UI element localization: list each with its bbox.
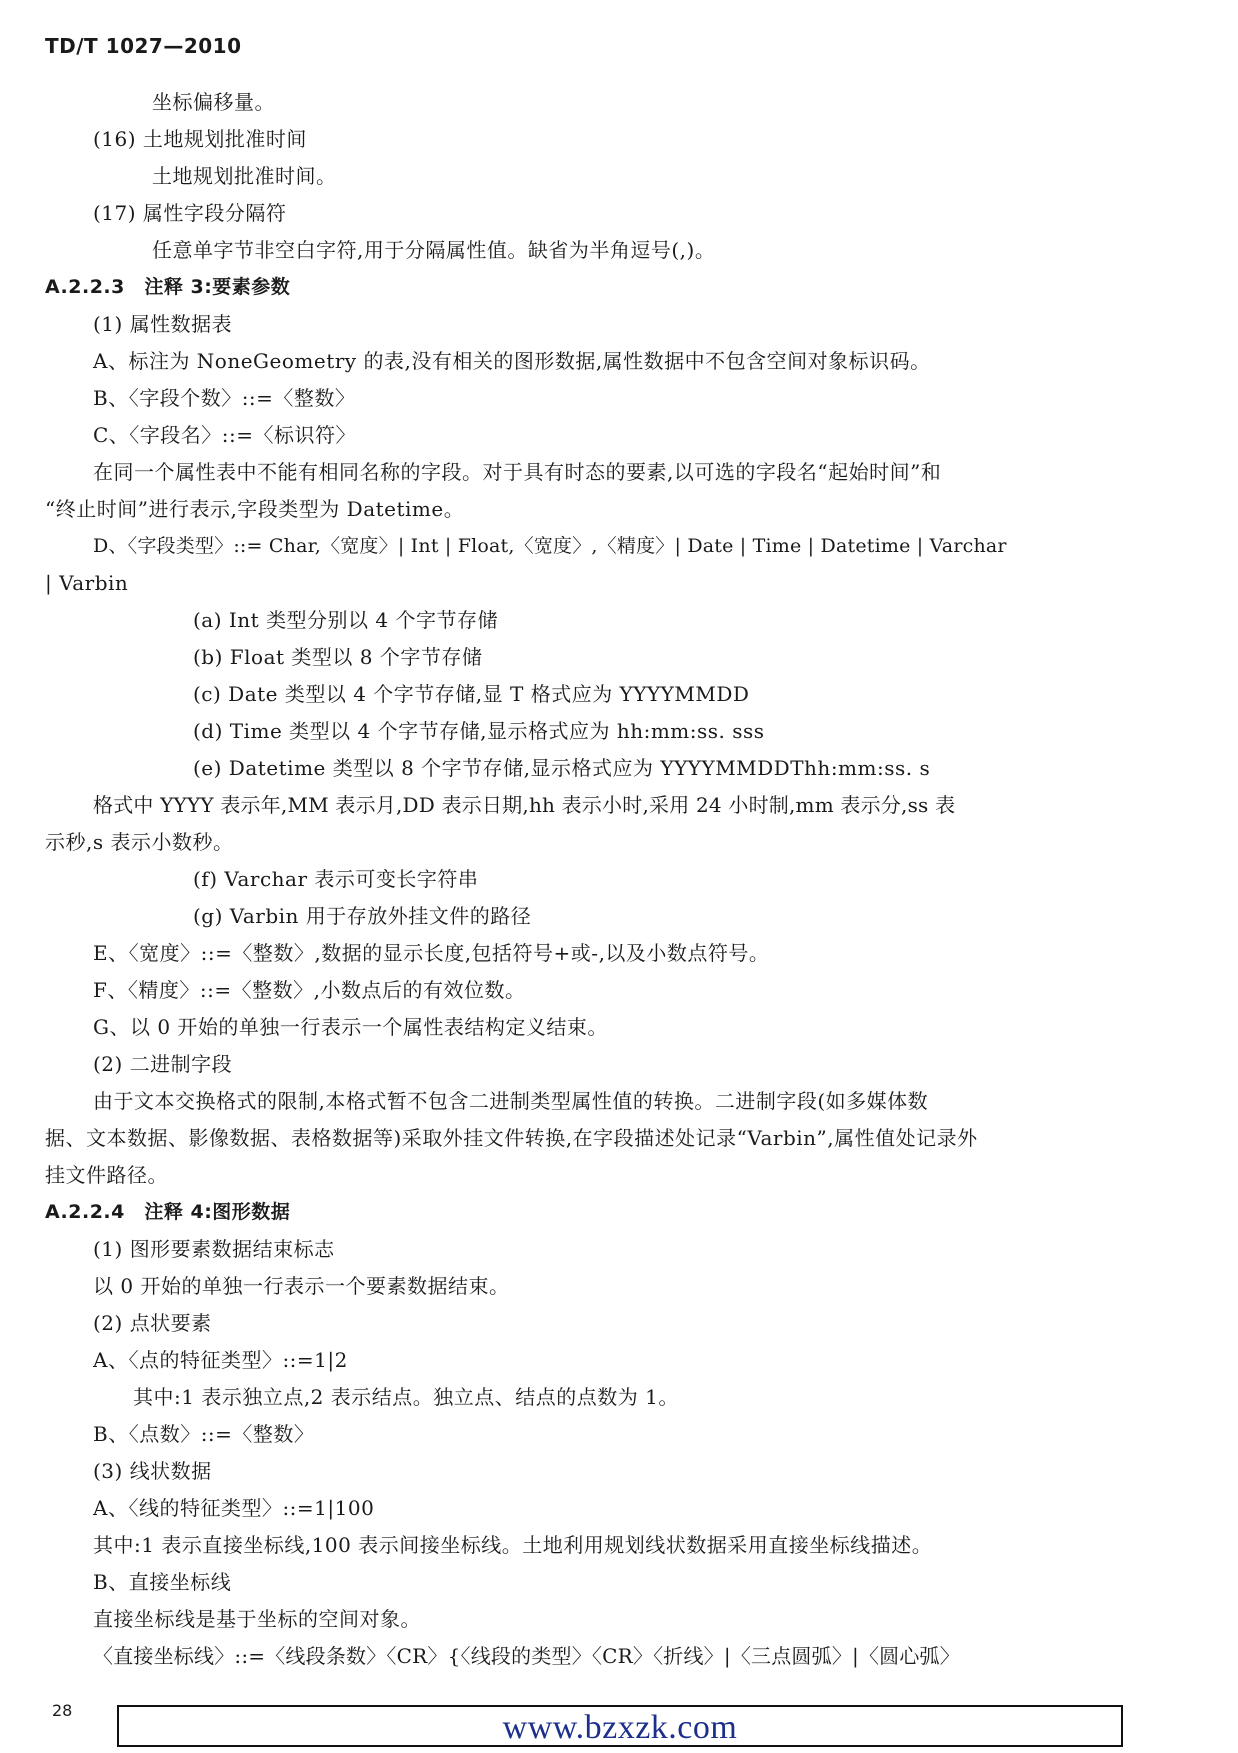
text-line: B、〈点数〉::=〈整数〉 (93, 1422, 315, 1446)
sub-list-item: (g) Varbin 用于存放外挂文件的路径 (193, 904, 532, 928)
text-line: 直接坐标线是基于坐标的空间对象。 (93, 1607, 421, 1631)
text-line: A、〈线的特征类型〉::=1|100 (93, 1496, 375, 1520)
sub-list-item: (c) Date 类型以 4 个字节存储,显 T 格式应为 YYYYMMDD (193, 682, 750, 706)
sub-list-item: (f) Varchar 表示可变长字符串 (193, 867, 479, 891)
text-line: E、〈宽度〉::=〈整数〉,数据的显示长度,包括符号+或-,以及小数点符号。 (93, 941, 770, 965)
list-item-heading: (17) 属性字段分隔符 (93, 201, 287, 225)
text-line: 挂文件路径。 (45, 1163, 168, 1187)
text-line: 坐标偏移量。 (152, 90, 275, 114)
text-line: F、〈精度〉::=〈整数〉,小数点后的有效位数。 (93, 978, 526, 1002)
text-line: B、直接坐标线 (93, 1570, 232, 1594)
text-line: G、以 0 开始的单独一行表示一个属性表结构定义结束。 (93, 1015, 608, 1039)
text-line: 〈直接坐标线〉::=〈线段条数〉〈CR〉{〈线段的类型〉〈CR〉〈折线〉|〈三点圆弧〉|〈圆心弧〉 (93, 1644, 960, 1668)
section-heading: A.2.2.4 注释 4:图形数据 (45, 1201, 291, 1223)
section-heading: A.2.2.3 注释 3:要素参数 (45, 276, 291, 298)
list-item-heading: (2) 二进制字段 (93, 1052, 233, 1076)
text-line: 示秒,s 表示小数秒。 (45, 830, 234, 854)
text-line: | Varbin (45, 571, 129, 595)
list-item-heading: (3) 线状数据 (93, 1459, 212, 1483)
text-line: B、〈字段个数〉::=〈整数〉 (93, 386, 356, 410)
list-item-heading: (1) 属性数据表 (93, 312, 233, 336)
footer-banner (117, 1705, 1123, 1747)
text-line: 其中:1 表示直接坐标线,100 表示间接坐标线。土地利用规划线状数据采用直接坐标线描述。 (93, 1533, 933, 1557)
text-line: D、〈字段类型〉::= Char,〈宽度〉| Int | Float,〈宽度〉,〈精度〉| Date | Time | Datetime | Varchar (93, 535, 1007, 557)
sub-list-item: (d) Time 类型以 4 个字节存储,显示格式应为 hh:mm:ss. sss (193, 719, 765, 743)
text-line: 据、文本数据、影像数据、表格数据等)采取外挂文件转换,在字段描述处记录“Varbin”,属性值处记录外 (45, 1126, 978, 1150)
text-line: 在同一个属性表中不能有相同名称的字段。对于具有时态的要素,以可选的字段名“起始时间”和 (93, 460, 942, 484)
text-line: 由于文本交换格式的限制,本格式暂不包含二进制类型属性值的转换。二进制字段(如多媒体数 (93, 1089, 929, 1113)
text-line: A、〈点的特征类型〉::=1|2 (93, 1348, 348, 1372)
list-item-heading: (2) 点状要素 (93, 1311, 212, 1335)
text-line: 格式中 YYYY 表示年,MM 表示月,DD 表示日期,hh 表示小时,采用 24 小时制,mm 表示分,ss 表 (93, 793, 956, 817)
list-item-heading: (16) 土地规划批准时间 (93, 127, 307, 151)
text-line: 其中:1 表示独立点,2 表示结点。独立点、结点的点数为 1。 (133, 1385, 679, 1409)
sub-list-item: (e) Datetime 类型以 8 个字节存储,显示格式应为 YYYYMMDDThh:mm:ss. s (193, 756, 931, 780)
text-line: A、标注为 NoneGeometry 的表,没有相关的图形数据,属性数据中不包含空间对象标识码。 (93, 349, 931, 373)
text-line: 土地规划批准时间。 (152, 164, 337, 188)
list-item-heading: (1) 图形要素数据结束标志 (93, 1237, 335, 1261)
website-link[interactable]: www.bzxzk.com (502, 1709, 738, 1746)
document-id: TD/T 1027—2010 (45, 34, 242, 58)
text-line: 以 0 开始的单独一行表示一个要素数据结束。 (93, 1274, 510, 1298)
page-number: 28 (52, 1701, 73, 1720)
text-line: C、〈字段名〉::=〈标识符〉 (93, 423, 357, 447)
sub-list-item: (a) Int 类型分别以 4 个字节存储 (193, 608, 499, 632)
text-line: “终止时间”进行表示,字段类型为 Datetime。 (45, 497, 465, 521)
sub-list-item: (b) Float 类型以 8 个字节存储 (193, 645, 483, 669)
text-line: 任意单字节非空白字符,用于分隔属性值。缺省为半角逗号(,)。 (152, 238, 716, 262)
